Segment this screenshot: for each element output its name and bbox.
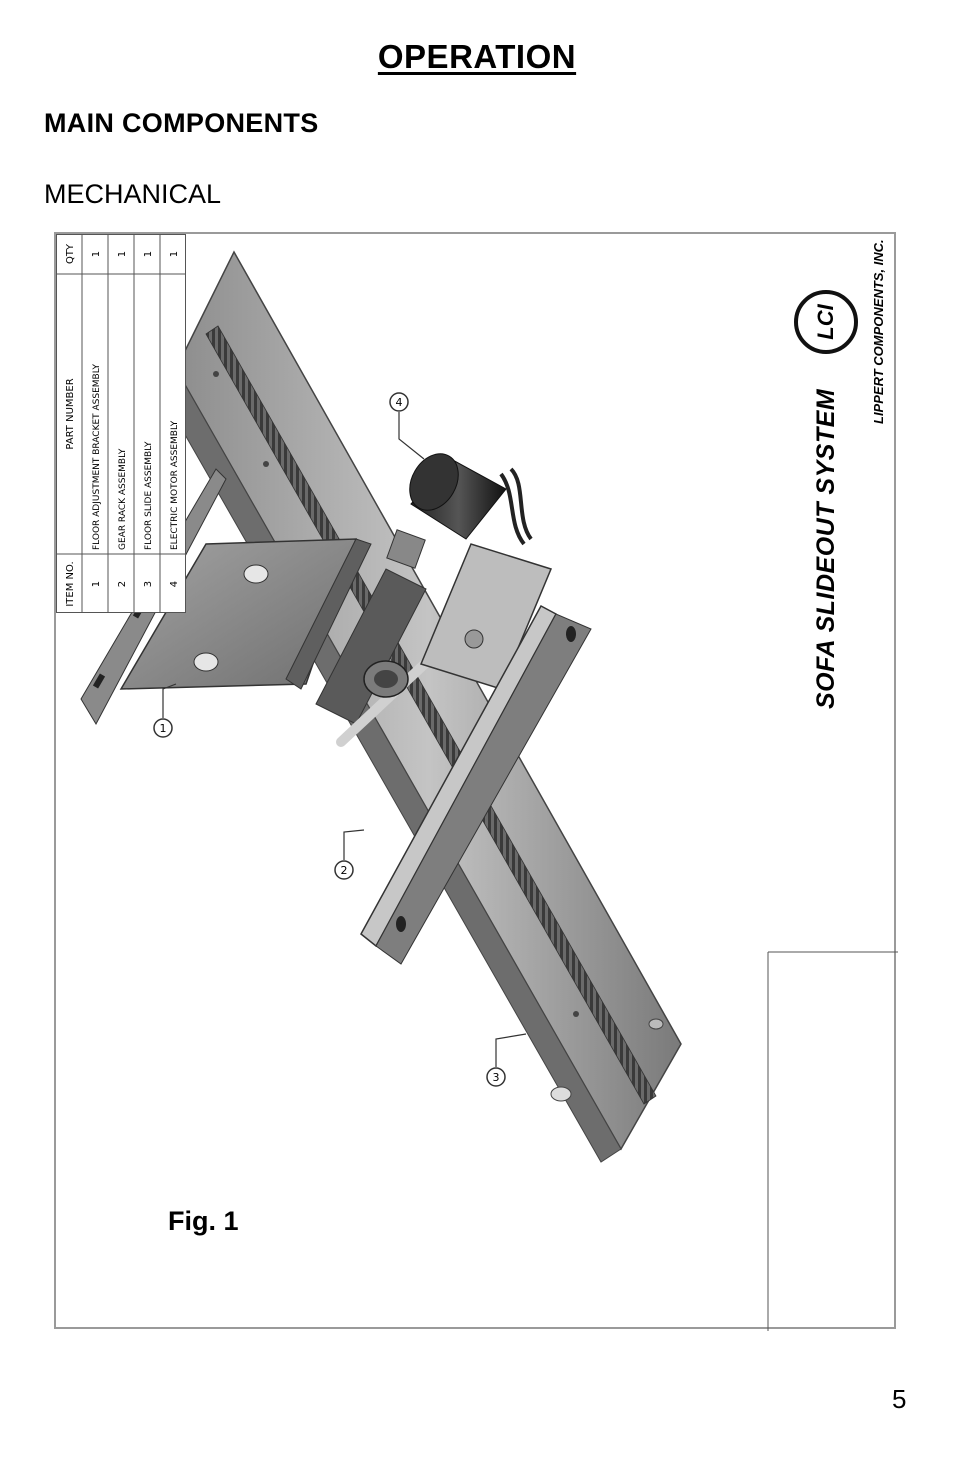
page-title: OPERATION	[377, 38, 577, 75]
svg-text:4: 4	[395, 396, 403, 409]
bom-row-4-item: 4	[169, 580, 180, 588]
callout-1	[154, 684, 176, 737]
callout-4	[390, 393, 424, 459]
bom-row-1-part: FLOOR ADJUSTMENT BRACKET ASSEMBLY	[92, 363, 102, 550]
drawing-title: SOFA SLIDEOUT SYSTEM	[812, 388, 840, 709]
bom-row-3-item: 3	[143, 580, 154, 588]
callout-2	[335, 830, 364, 879]
bom-header-qty: QTY	[65, 243, 76, 265]
bom-row-2-item: 2	[117, 580, 128, 588]
bill-of-materials	[56, 234, 186, 613]
floor-slide-assembly	[156, 252, 681, 1162]
svg-text:LCI: LCI	[813, 304, 838, 340]
figure-frame	[54, 232, 896, 1329]
bom-row-3-part: FLOOR SLIDE ASSEMBLY	[144, 441, 154, 550]
bom-row-4-part: ELECTRIC MOTOR ASSEMBLY	[170, 420, 180, 550]
bom-row-1-qty: 1	[91, 250, 102, 258]
bom-row-3-qty: 1	[143, 250, 154, 258]
bom-header-part: PART NUMBER	[65, 378, 76, 450]
page-number: 5	[892, 1384, 907, 1414]
section-title-main-components: MAIN COMPONENTS	[44, 108, 319, 138]
callout-3	[487, 1034, 526, 1086]
bom-row-1-item: 1	[91, 580, 102, 588]
bom-row-4-qty: 1	[169, 250, 180, 258]
lci-logo	[796, 292, 856, 352]
svg-text:3: 3	[492, 1071, 500, 1084]
company-name: LIPPERT COMPONENTS, INC.	[871, 239, 886, 424]
figure-caption: Fig. 1	[168, 1206, 239, 1236]
svg-text:1: 1	[159, 722, 167, 735]
subsection-title-mechanical: MECHANICAL	[44, 179, 222, 209]
bom-row-2-qty: 1	[117, 250, 128, 258]
svg-text:2: 2	[340, 864, 348, 877]
bom-row-2-part: GEAR RACK ASSEMBLY	[118, 448, 128, 550]
bom-header-item: ITEM NO.	[65, 561, 76, 607]
